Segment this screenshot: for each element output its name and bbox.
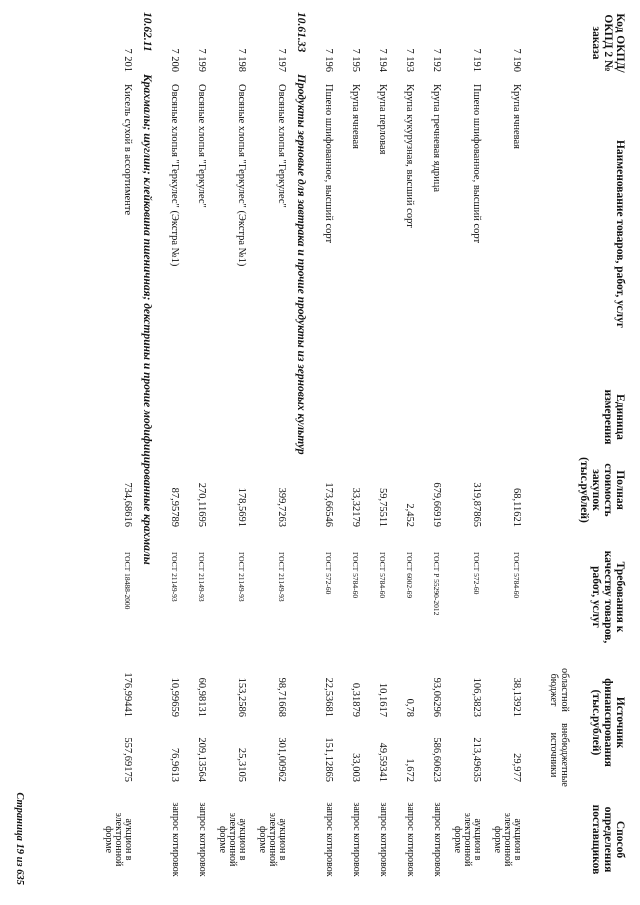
table-row: 7 200 Овсяные хлопья "Геркулес" (Экстра №1) 87,95789 ГОСТ 21149-93 10,99659 76,9613 запрос котировок (169, 48, 181, 877)
header-requirements: Требования к качеству товаров, работ, услуг (590, 550, 626, 644)
page-number: Страница 19 из 635 (14, 792, 25, 885)
table-row: 7 198 Овсяные хлопья "Геркулес" (Экстра №1) 178,5691 ГОСТ 21149-93 153,2586 25,3105 аукцион в электронной форме (217, 48, 248, 867)
header-unit: Единица измерения (602, 389, 626, 445)
header-cost: Полная стоимость закупок (тыс.рублей) (578, 457, 626, 523)
header-code: Код ОКПД/ ОКПД 2 № заказа (590, 13, 626, 73)
table-row: 7 199 Овсяные хлопья "Геркулес" 270,11695 ГОСТ 21149-93 60,98131 209,13564 запрос котировок (196, 48, 208, 877)
header-finance-regional: областной бюджет (548, 668, 570, 712)
table-row: 7 195 Крупа ячневая 33,32179 ГОСТ 5784-60 0,31879 33,003 запрос котировок (350, 48, 362, 877)
header-name: Наименование товаров, работ, услуг (614, 139, 626, 329)
section-heading: 10.61.33 Продукты зерновые для завтрака и прочие продукты из зерновых культур (295, 12, 307, 455)
table-row: 7 201 Кисель сухой в ассортименте 734,68616 ГОСТ 18488-2000 176,99441 557,69175 аукцион в электронной форме (103, 48, 134, 867)
header-finance: Источник финансирования (тыс.рублей) (590, 678, 626, 767)
procurement-table (95, 12, 632, 902)
table-row: 7 194 Крупа перловая 59,75511 ГОСТ 5784-60 10,1617 49,59341 запрос котировок (377, 48, 389, 877)
section-heading: 10.62.11 Крахмалы; шуглин; клейковина пшеничная; декстрины и прочие модифицированные крахмалы (141, 12, 153, 565)
table-row: 7 196 Пшено шлифованное, высший сорт 173,66546 ГОСТ 572-60 22,53681 151,12865 запрос котировок (323, 48, 335, 877)
header-finance-external: внебюджетные источники (548, 723, 570, 787)
table-row: 7 193 Крупа кукурузная, высший сорт 2,452 ГОСТ 6002-69 0,78 1,672 запрос котировок (404, 48, 416, 877)
table-row: 7 190 Крупа ячневая 68,11621 ГОСТ 5784-60 38,13921 29,977 аукцион в электронной форме (492, 48, 523, 867)
header-method: Способ определения поставщиков (590, 804, 626, 875)
table-row: 7 191 Пшено шлифованное, высший сорт 319,87865 ГОСТ 572-60 106,3823 213,49635 аукцион в электронной форме (452, 48, 483, 867)
table-header (524, 12, 632, 902)
table-row: 7 192 Крупа гречневая ядрица 679,66919 ГОСТ Р 55290-2012 93,06296 586,60623 запрос котировок (431, 48, 443, 877)
table-row: 7 197 Овсяные хлопья "Геркулес" 399,7263 ГОСТ 21149-93 98,71668 301,00962 аукцион в электронной форме (257, 48, 288, 867)
